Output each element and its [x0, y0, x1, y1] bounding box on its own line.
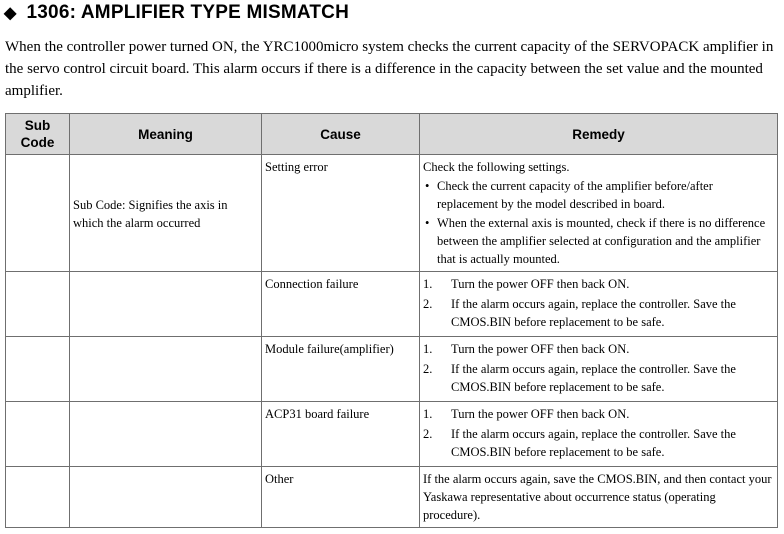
meaning-cell	[70, 402, 262, 467]
table-row	[6, 337, 778, 402]
remedy-cell	[420, 337, 778, 402]
table-row	[6, 402, 778, 467]
remedy-cell: If the alarm occurs again, save the CMOS.BIN, and then contact your Yaskawa representative about occurrence status (operating procedure).	[420, 467, 778, 528]
header-remedy: Remedy	[420, 114, 778, 155]
sub-code-cell	[6, 155, 70, 272]
meaning-cell	[70, 337, 262, 402]
diamond-bullet-icon: ◆	[4, 5, 17, 22]
cause-cell: Module failure(amplifier)	[262, 337, 420, 402]
list-item: 2. If the alarm occurs again, replace the controller. Save the CMOS.BIN before replacement to be safe.	[423, 362, 736, 394]
bullet-dot-icon: •	[425, 179, 430, 193]
header-cause: Cause	[262, 114, 420, 155]
list-item: • Check the current capacity of the amplifier before/after replacement by the model described in board.	[425, 179, 713, 211]
sub-code-cell	[6, 272, 70, 337]
bullet-dot-icon: •	[425, 216, 430, 230]
meaning-cell	[70, 155, 262, 272]
remedy-bullet-list	[423, 177, 774, 268]
list-item: 1. Turn the power OFF then back ON.	[423, 407, 630, 421]
sub-code-cell	[6, 402, 70, 467]
table-row	[6, 155, 778, 272]
list-item: 1. Turn the power OFF then back ON.	[423, 342, 630, 356]
table-row	[6, 272, 778, 337]
remedy-step-list	[423, 340, 774, 396]
list-item: 2. If the alarm occurs again, replace the controller. Save the CMOS.BIN before replacement to be safe.	[423, 427, 736, 459]
remedy-step-list	[423, 405, 774, 461]
meaning-cell	[70, 272, 262, 337]
list-item: 1. Turn the power OFF then back ON.	[423, 277, 630, 291]
remedy-cell	[420, 272, 778, 337]
title-text: 1306: AMPLIFIER TYPE MISMATCH	[26, 2, 350, 23]
intro-paragraph: When the controller power turned ON, the YRC1000micro system checks the current capacity of the SERVOPACK amplifier in the servo control circuit board. This alarm occurs if there is a difference in the capacity between the set value and the mounted amplifier.	[5, 39, 774, 99]
table-header-row	[6, 114, 778, 155]
list-item: • When the external axis is mounted, check if there is no difference between the amplifier selected at configuration and the amplifier that is actually mounted.	[425, 216, 766, 266]
cause-cell: ACP31 board failure	[262, 402, 420, 467]
remedy-step-list	[423, 275, 774, 331]
header-meaning: Meaning	[70, 114, 262, 155]
remedy-cell	[420, 155, 778, 272]
header-sub-code: Sub Code	[6, 114, 70, 155]
meaning-cell	[70, 467, 262, 528]
alarm-table	[5, 113, 778, 528]
cause-cell: Connection failure	[262, 272, 420, 337]
meaning-text: Sub Code: Signifies the axis in which the alarm occurred	[73, 197, 228, 230]
table-row	[6, 467, 778, 528]
remedy-cell	[420, 402, 778, 467]
cause-cell: Setting error	[262, 155, 420, 272]
list-item: 2. If the alarm occurs again, replace the controller. Save the CMOS.BIN before replacement to be safe.	[423, 297, 736, 329]
page-title	[4, 2, 349, 28]
cause-cell: Other	[262, 467, 420, 528]
sub-code-cell	[6, 467, 70, 528]
remedy-intro: Check the following settings.	[423, 160, 570, 174]
sub-code-cell	[6, 337, 70, 402]
